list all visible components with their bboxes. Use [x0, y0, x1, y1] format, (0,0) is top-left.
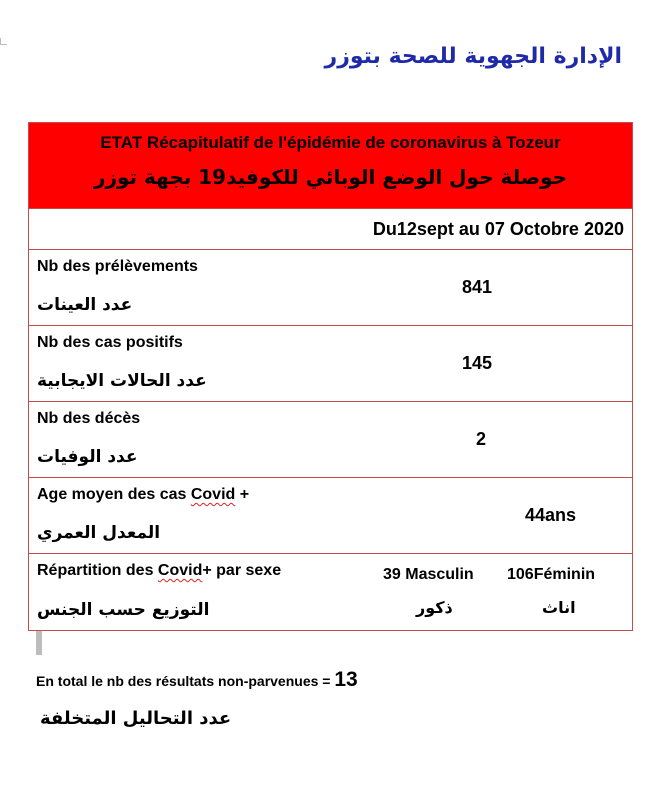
label-fr-prefix: Répartition des [37, 562, 158, 579]
date-range: Du12sept au 07 Octobre 2020 [372, 218, 624, 239]
label-cell [29, 250, 309, 325]
label-ar: عدد العينات [37, 295, 133, 315]
label-ar: عدد الوفيات [37, 447, 138, 467]
male-label-ar: ذكور [416, 598, 453, 617]
samples-value: 841 [462, 277, 493, 297]
label-fr-suffix: + par sexe [202, 562, 282, 579]
label-cell [29, 402, 309, 477]
table-row-samples [29, 250, 632, 326]
value-cell [309, 402, 632, 477]
age-value: 44ans [525, 505, 577, 525]
organization-header: الإدارة الجهوية للصحة بتوزر [324, 44, 622, 69]
table-title-ar: حوصلة حول الوضع الوبائي للكوفيد19 بجهة توزر [93, 165, 568, 189]
summary-table [28, 122, 633, 631]
pending-results-line [36, 668, 358, 692]
label-cell [29, 478, 309, 553]
label-cell [29, 326, 309, 401]
date-range-row [29, 209, 632, 250]
label-fr: Nb des prélèvements [37, 258, 198, 275]
page-corner-mark [0, 38, 7, 45]
sex-breakdown-cell [309, 554, 632, 630]
female-label-ar: اناث [542, 598, 576, 617]
pending-results-label-ar: عدد التحاليل المتخلفة [40, 708, 232, 729]
label-cell [29, 554, 309, 630]
positive-value: 145 [462, 353, 493, 373]
deaths-value: 2 [476, 429, 487, 449]
label-fr-prefix: Age moyen des cas [37, 486, 191, 503]
table-row-sex [29, 554, 632, 630]
table-row-positive [29, 326, 632, 402]
male-count: 39 Masculin [383, 566, 474, 583]
value-cell [309, 250, 632, 325]
label-fr [37, 486, 309, 504]
label-fr: Nb des cas positifs [37, 334, 183, 351]
label-fr: Nb des décès [37, 410, 141, 427]
label-fr [37, 562, 309, 580]
pending-results-label: En total le nb des résultats non-parvenues = [36, 673, 335, 689]
value-cell [309, 478, 632, 553]
label-ar: المعدل العمري [37, 523, 161, 543]
label-ar: التوزيع حسب الجنس [37, 600, 210, 620]
table-row-age [29, 478, 632, 554]
table-title-row [29, 123, 632, 209]
label-ar: عدد الحالات الايجابية [37, 371, 207, 391]
spellcheck-word: Covid [190, 486, 236, 503]
label-fr-suffix: + [235, 486, 250, 503]
text-cursor-mark [36, 631, 42, 655]
pending-results-value: 13 [334, 668, 358, 691]
value-cell [309, 326, 632, 401]
table-title-fr: ETAT Récapitulatif de l'épidémie de coronavirus à Tozeur [100, 133, 561, 152]
table-row-deaths [29, 402, 632, 478]
spellcheck-word: Covid [157, 562, 203, 579]
female-count: 106Féminin [507, 566, 596, 583]
